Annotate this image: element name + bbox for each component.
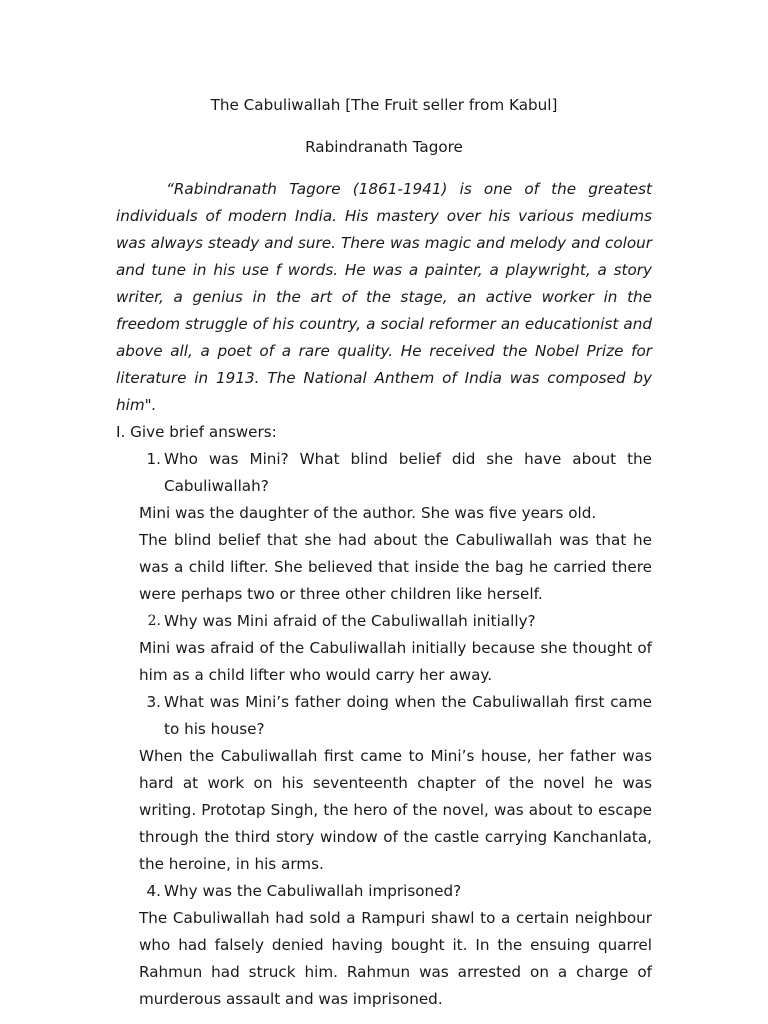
answer-paragraph: The blind belief that she had about the Cabuliwallah was that he was a child lifter. She believed that inside the bag he carried there were perhaps two or three other children like herself. bbox=[139, 531, 652, 604]
question-item bbox=[116, 446, 652, 500]
document-page bbox=[116, 92, 652, 1013]
question-number: 2. bbox=[147, 613, 161, 630]
question-number: 4. bbox=[146, 882, 161, 901]
document-title: The Cabuliwallah [The Fruit seller from Kabul] bbox=[210, 96, 558, 114]
answer-paragraph: When the Cabuliwallah first came to Mini’s house, her father was hard at work on his seventeenth chapter of the novel he was writing. Prototap Singh, the hero of the novel, was about to escape through the third story window of the castle carrying Kanchanlata, the heroine, in his arms. bbox=[139, 747, 652, 874]
answer-paragraph: Mini was afraid of the Cabuliwallah initially because she thought of him as a child lifter who would carry her away. bbox=[139, 639, 652, 685]
question-number: 3. bbox=[146, 693, 161, 712]
question-item bbox=[116, 608, 652, 635]
question-text: What was Mini’s father doing when the Cabuliwallah first came to his house? bbox=[164, 693, 652, 739]
answer-paragraph: Mini was the daughter of the author. She was five years old. bbox=[139, 504, 597, 523]
section-heading: I. Give brief answers: bbox=[116, 423, 277, 442]
author-name: Rabindranath Tagore bbox=[305, 138, 463, 157]
answer-paragraph: The Cabuliwallah had sold a Rampuri shawl to a certain neighbour who had falsely denied having bought it. In the ensuing quarrel Rahmun had struck him. Rahmun was arrested on a charge of murderous assault and was imprisoned. bbox=[139, 909, 652, 1009]
question-number: 1. bbox=[146, 450, 161, 469]
question-text: Who was Mini? What blind belief did she have about the Cabuliwallah? bbox=[164, 450, 652, 496]
question-item bbox=[116, 689, 652, 743]
question-item bbox=[116, 878, 652, 905]
question-text: Why was the Cabuliwallah imprisoned? bbox=[164, 882, 462, 901]
intro-quote: “Rabindranath Tagore (1861-1941) is one of the greatest individuals of modern India. His mastery over his various mediums was always steady and sure. There was magic and melody and colour and tune in his use f words. He was a painter, a playwright, a story writer, a genius in the art of the stage, an active worker in the freedom struggle of his country, a social reformer an educationist and above all, a poet of a rare quality. He received the Nobel Prize for literature in 1913. The National Anthem of India was composed by him". bbox=[116, 180, 652, 415]
question-text: Why was Mini afraid of the Cabuliwallah initially? bbox=[164, 612, 536, 631]
